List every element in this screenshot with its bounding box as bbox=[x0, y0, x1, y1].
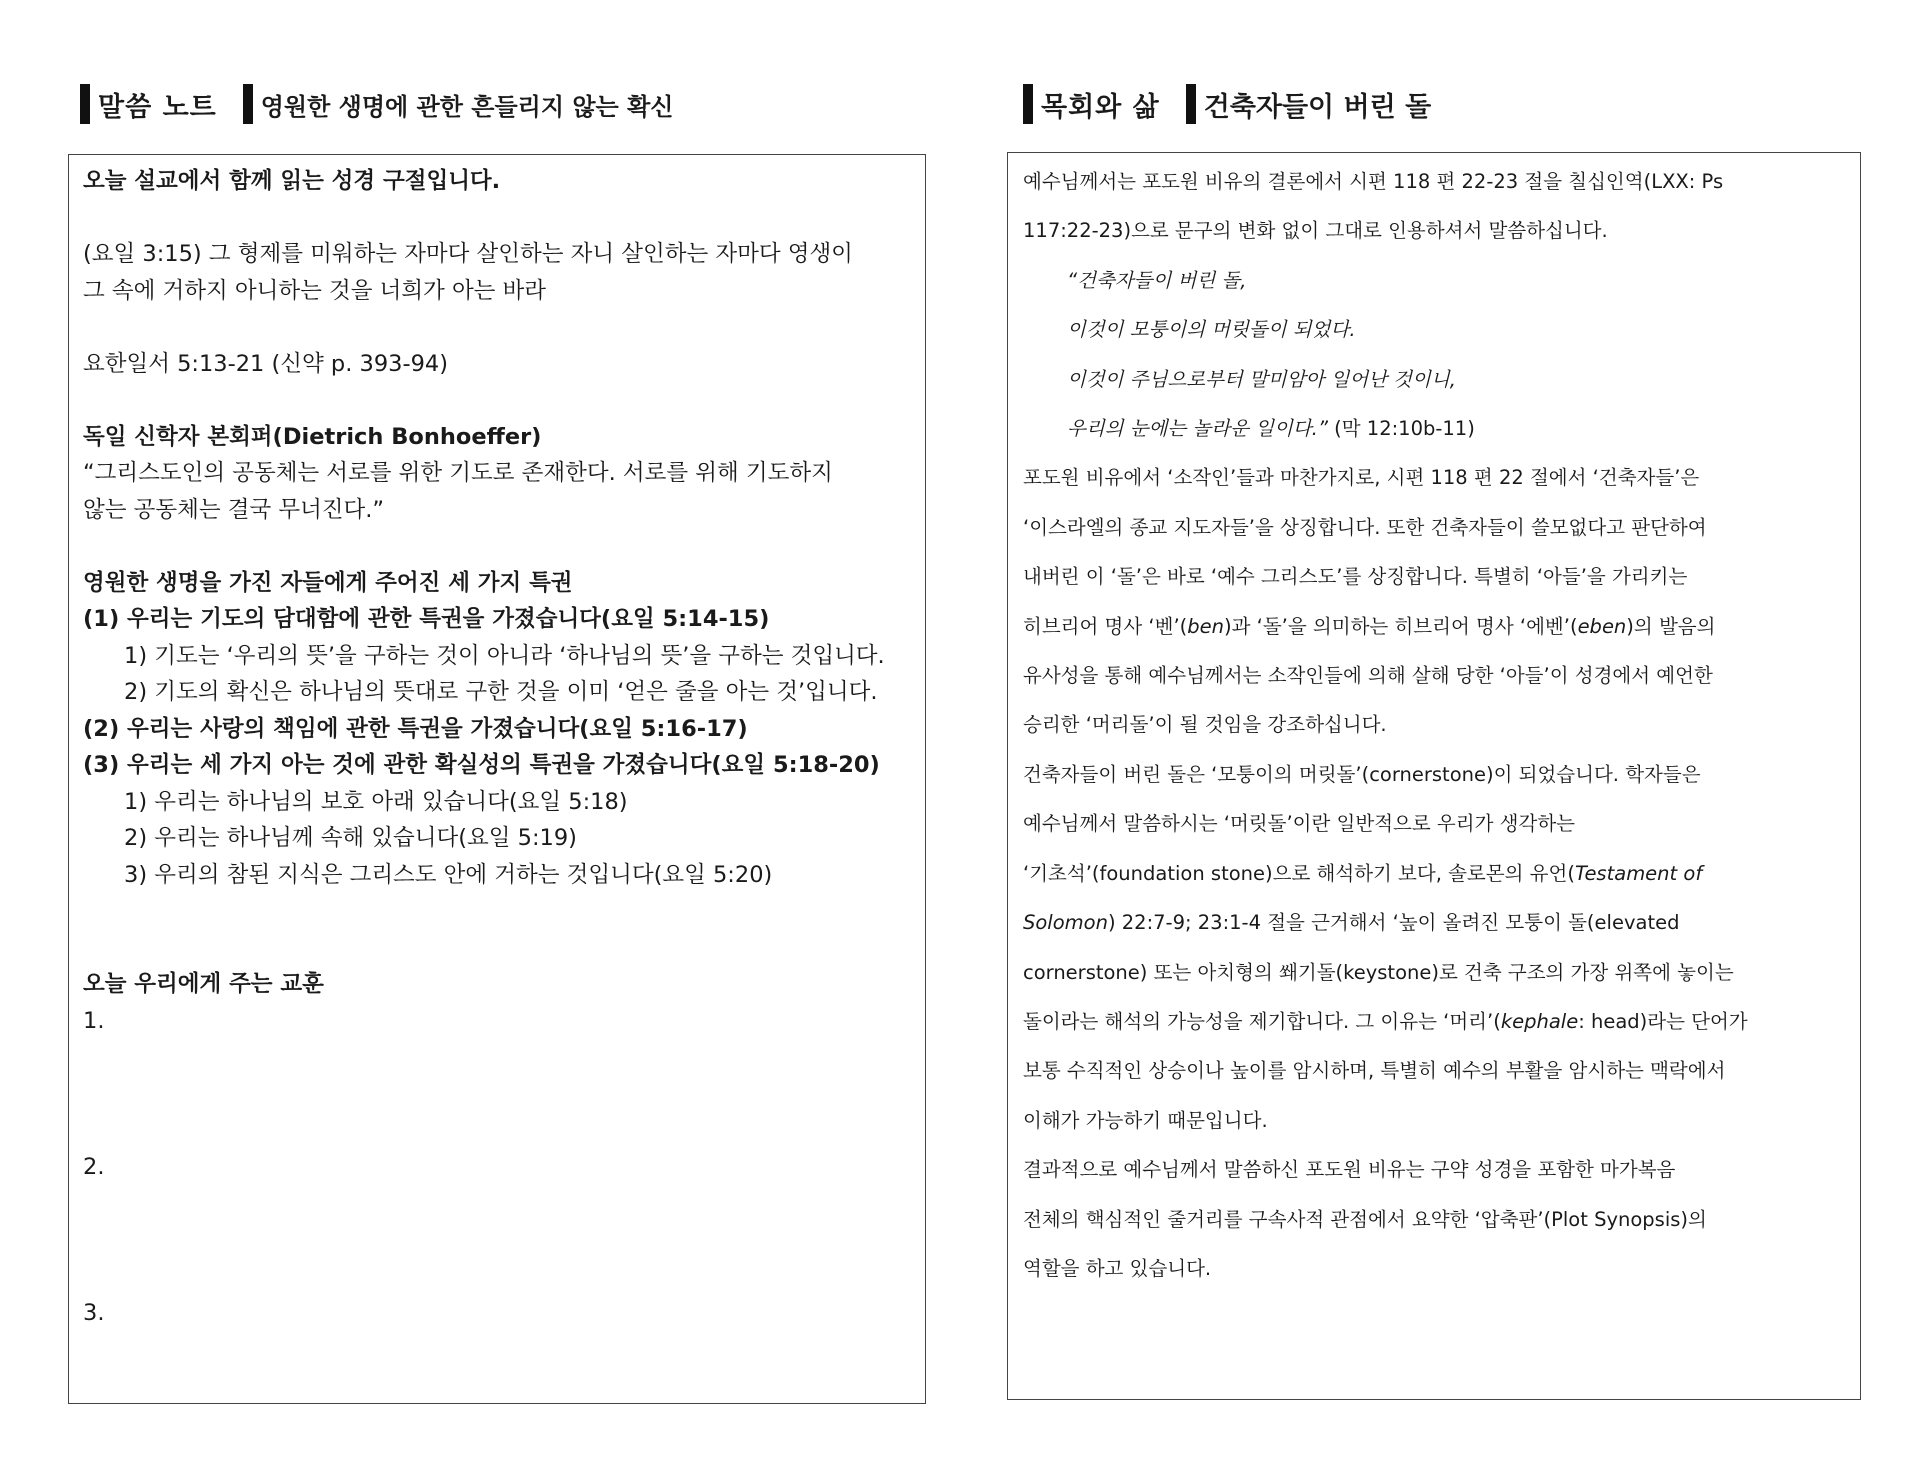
verse-line: (요일 3:15) 그 형제를 미워하는 자마다 살인하는 자니 살인하는 자마다 영생이 bbox=[83, 241, 853, 267]
lesson-item: 3. bbox=[83, 1299, 105, 1326]
article-line: cornerstone) 또는 아치형의 쐐기돌(keystone)로 건축 구조의 가장 위쪽에 놓이는 bbox=[1023, 960, 1734, 984]
header-bar bbox=[1186, 84, 1196, 124]
sub-point: 2) 우리는 하나님께 속해 있습니다(요일 5:19) bbox=[124, 825, 577, 851]
sermon-note-box bbox=[68, 154, 926, 1404]
quote-author: 독일 신학자 본회퍼(Dietrich Bonhoeffer) bbox=[83, 423, 542, 450]
sermon-title: 영원한 생명에 관한 흔들리지 않는 확신 bbox=[260, 92, 674, 121]
article-line: 보통 수직적인 상승이나 높이를 암시하며, 특별히 예수의 부활을 암시하는 맥락에서 bbox=[1023, 1059, 1726, 1083]
quote-line: “그리스도인의 공동체는 서로를 위한 기도로 존재한다. 서로를 위해 기도하지 bbox=[83, 460, 833, 486]
article-box bbox=[1007, 152, 1861, 1400]
article-line: 승리한 ‘머리돌’이 될 것임을 강조하십니다. bbox=[1023, 713, 1387, 737]
hebrew-term: ben bbox=[1187, 614, 1224, 638]
article-line bbox=[1023, 602, 1848, 651]
text-span: 히브리어 명사 ‘벤’( bbox=[1023, 614, 1188, 638]
text-span: : head)라는 단어가 bbox=[1578, 1009, 1748, 1033]
right-header bbox=[1023, 84, 1431, 124]
article-line: 포도원 비유에서 ‘소작인’들과 마찬가지로, 시편 118 편 22 절에서 ‘건축자들’은 bbox=[1023, 466, 1700, 490]
quote-text: 우리의 눈에는 놀라운 일이다.” bbox=[1067, 417, 1328, 441]
article-line: 역할을 하고 있습니다. bbox=[1023, 1256, 1212, 1280]
text-span: 돌이라는 해석의 가능성을 제기합니다. 그 이유는 ‘머리’( bbox=[1023, 1009, 1501, 1033]
header-bar bbox=[1023, 84, 1033, 124]
verse-line: 그 속에 거하지 아니하는 것을 너희가 아는 바라 bbox=[83, 277, 547, 304]
article-line: 117:22-23)으로 문구의 변화 없이 그대로 인용하셔서 말씀하십니다. bbox=[1023, 219, 1608, 243]
article-line bbox=[1023, 849, 1848, 898]
intro-text: 오늘 설교에서 함께 읽는 성경 구절입니다. bbox=[83, 168, 501, 194]
quote-line: 이것이 모퉁이의 머릿돌이 되었다. bbox=[1067, 318, 1356, 342]
point-heading: (2) 우리는 사랑의 책임에 관한 특권을 가졌습니다(요일 5:16-17) bbox=[83, 715, 748, 742]
scripture-reference: 요한일서 5:13-21 (신약 p. 393-94) bbox=[83, 350, 448, 377]
text-span: ‘기초석’(foundation stone)으로 해석하기 보다, 솔로몬의 유언( bbox=[1023, 861, 1575, 885]
article-line: 예수님께서는 포도원 비유의 결론에서 시편 118 편 22-23 절을 칠십인역(LXX: Ps bbox=[1023, 170, 1724, 193]
article-line: 내버린 이 ‘돌’은 바로 ‘예수 그리스도’를 상징합니다. 특별히 ‘아들’을 가리키는 bbox=[1023, 565, 1688, 589]
book-title: Testament of bbox=[1574, 861, 1703, 885]
point-heading: (1) 우리는 기도의 담대함에 관한 특권을 가졌습니다(요일 5:14-15) bbox=[83, 606, 770, 632]
article-line bbox=[1023, 898, 1848, 947]
text-span: )의 발음의 bbox=[1626, 614, 1716, 638]
article-line: 전체의 핵심적인 줄거리를 구속사적 관점에서 요약한 ‘압축판’(Plot Synopsis)의 bbox=[1023, 1207, 1707, 1231]
sub-point: 1) 우리는 하나님의 보호 아래 있습니다(요일 5:18) bbox=[124, 788, 628, 815]
lesson-item: 1. bbox=[83, 1007, 105, 1034]
section-title: 목회와 삶 bbox=[1041, 91, 1160, 123]
sub-point: 1) 기도는 ‘우리의 뜻’을 구하는 것이 아니라 ‘하나님의 뜻’을 구하는 것입니다. bbox=[124, 642, 885, 669]
book-title: Solomon bbox=[1023, 911, 1108, 935]
sub-point: 2) 기도의 확신은 하나님의 뜻대로 구한 것을 이미 ‘얻은 줄을 아는 것’입니다. bbox=[124, 679, 878, 705]
article-content bbox=[1023, 157, 1848, 1293]
text-span: ) 22:7-9; 23:1-4 절을 근거해서 ‘높이 올려진 모퉁이 돌(elevated bbox=[1107, 911, 1680, 935]
quote-line: 않는 공동체는 결국 무너진다.” bbox=[83, 496, 385, 523]
article-line: 결과적으로 예수님께서 말씀하신 포도원 비유는 구약 성경을 포함한 마가복음 bbox=[1023, 1158, 1676, 1182]
quote-line: 이것이 주님으로부터 말미암아 일어난 것이니, bbox=[1067, 367, 1456, 391]
article-line bbox=[1023, 997, 1848, 1046]
sub-point: 3) 우리의 참된 지식은 그리스도 안에 거하는 것입니다(요일 5:20) bbox=[124, 861, 773, 888]
point-heading: (3) 우리는 세 가지 아는 것에 관한 확실성의 특권을 가졌습니다(요일 5:18-20) bbox=[83, 752, 880, 778]
header-bar bbox=[243, 84, 253, 124]
section-title: 말씀 노트 bbox=[98, 91, 217, 123]
quote-line bbox=[1023, 404, 1848, 453]
article-line: 유사성을 통해 예수님께서는 소작인들에 의해 살해 당한 ‘아들’이 성경에서 예언한 bbox=[1023, 664, 1713, 688]
hebrew-term: eben bbox=[1577, 614, 1627, 638]
article-line: 건축자들이 버린 돌은 ‘모퉁이의 머릿돌’(cornerstone)이 되었습니다. 학자들은 bbox=[1023, 762, 1701, 786]
sermon-note-content bbox=[83, 163, 915, 1331]
article-line: 예수님께서 말씀하시는 ‘머릿돌’이란 일반적으로 우리가 생각하는 bbox=[1023, 812, 1575, 836]
header-bar bbox=[80, 84, 90, 124]
quote-reference: (막 12:10b-11) bbox=[1327, 417, 1475, 441]
text-span: )과 ‘돌’을 의미하는 히브리어 명사 ‘에벤’( bbox=[1224, 614, 1578, 638]
lesson-heading: 오늘 우리에게 주는 교훈 bbox=[83, 971, 324, 997]
article-line: ‘이스라엘의 종교 지도자들’을 상징합니다. 또한 건축자들이 쓸모없다고 판단하여 bbox=[1023, 515, 1707, 539]
privileges-heading: 영원한 생명을 가진 자들에게 주어진 세 가지 특권 bbox=[83, 569, 573, 596]
article-line: 이해가 가능하기 때문입니다. bbox=[1023, 1108, 1268, 1132]
left-header bbox=[80, 84, 673, 124]
quote-line: “건축자들이 버린 돌, bbox=[1067, 268, 1247, 292]
greek-term: kephale bbox=[1500, 1009, 1579, 1033]
article-title: 건축자들이 버린 돌 bbox=[1203, 91, 1432, 123]
lesson-item: 2. bbox=[83, 1153, 105, 1180]
